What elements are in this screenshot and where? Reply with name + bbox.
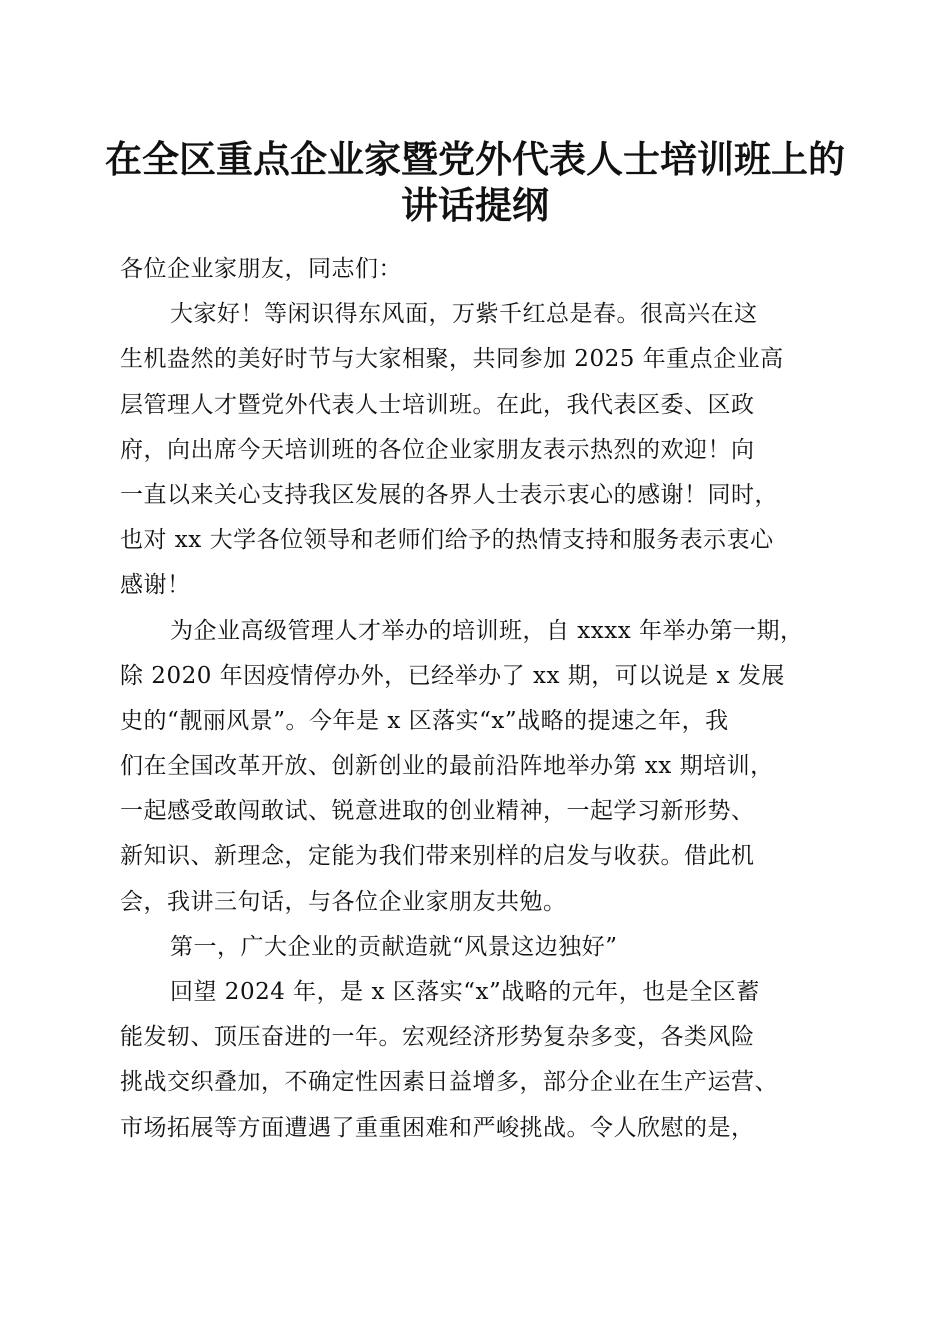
document-title bbox=[80, 136, 870, 228]
paragraph-2-line-3: 史的“靓丽风景”。今年是 x 区落实“x”战略的提速之年，我 bbox=[120, 707, 729, 734]
paragraph-1-line-6: 也对 xx 大学各位领导和老师们给予的热情支持和服务表示衷心 bbox=[120, 527, 774, 554]
paragraph-1-line-7: 感谢！ bbox=[120, 572, 191, 599]
paragraph-2-line-7: 会，我讲三句话，与各位企业家朋友共勉。 bbox=[120, 888, 567, 915]
paragraph-2-line-5: 一起感受敢闯敢试、锐意进取的创业精神，一起学习新形势、 bbox=[120, 798, 755, 825]
paragraph-1-line-3: 层管理人才暨党外代表人士培训班。在此，我代表区委、区政 bbox=[120, 391, 755, 418]
paragraph-2-line-6: 新知识、新理念，定能为我们带来别样的启发与收获。借此机 bbox=[120, 843, 755, 870]
paragraph-2-line-4: 们在全国改革开放、创新创业的最前沿阵地举办第 xx 期培训， bbox=[120, 753, 774, 780]
paragraph-2-line-2: 除 2020 年因疫情停办外，已经举办了 xx 期，可以说是 x 发展 bbox=[120, 662, 785, 689]
paragraph-1-line-2: 生机盎然的美好时节与大家相聚，共同参加 2025 年重点企业高 bbox=[120, 346, 784, 373]
paragraph-1-line-4: 府，向出席今天培训班的各位企业家朋友表示热烈的欢迎！向 bbox=[120, 436, 755, 463]
paragraph-1-line-1: 大家好！等闲识得东风面，万紫千红总是春。很高兴在这 bbox=[170, 301, 758, 328]
paragraph-3-line-4: 市场拓展等方面遭遇了重重困难和严峻挑战。令人欣慰的是， bbox=[120, 1114, 755, 1141]
document-body bbox=[120, 247, 840, 1151]
paragraph-3-line-3: 挑战交织叠加，不确定性因素日益增多，部分企业在生产运营、 bbox=[120, 1069, 778, 1096]
paragraph-3-line-1: 回望 2024 年，是 x 区落实“x”战略的元年，也是全区蓄 bbox=[170, 979, 760, 1005]
paragraph-3-line-2: 能发轫、顶压奋进的一年。宏观经济形势复杂多变，各类风险 bbox=[120, 1024, 755, 1051]
paragraph-2-line-1: 为企业高级管理人才举办的培训班，自 xxxx 年举办第一期， bbox=[170, 617, 804, 644]
title-line-1: 在全区重点企业家暨党外代表人士培训班上的 bbox=[105, 137, 845, 181]
salutation: 各位企业家朋友，同志们： bbox=[120, 256, 402, 282]
paragraph-1-line-5: 一直以来关心支持我区发展的各界人士表示衷心的感谢！同时， bbox=[120, 481, 778, 508]
title-line-2: 讲话提纲 bbox=[401, 183, 549, 227]
section-heading-1: 第一，广大企业的贡献造就“风景这边独好” bbox=[170, 933, 618, 960]
